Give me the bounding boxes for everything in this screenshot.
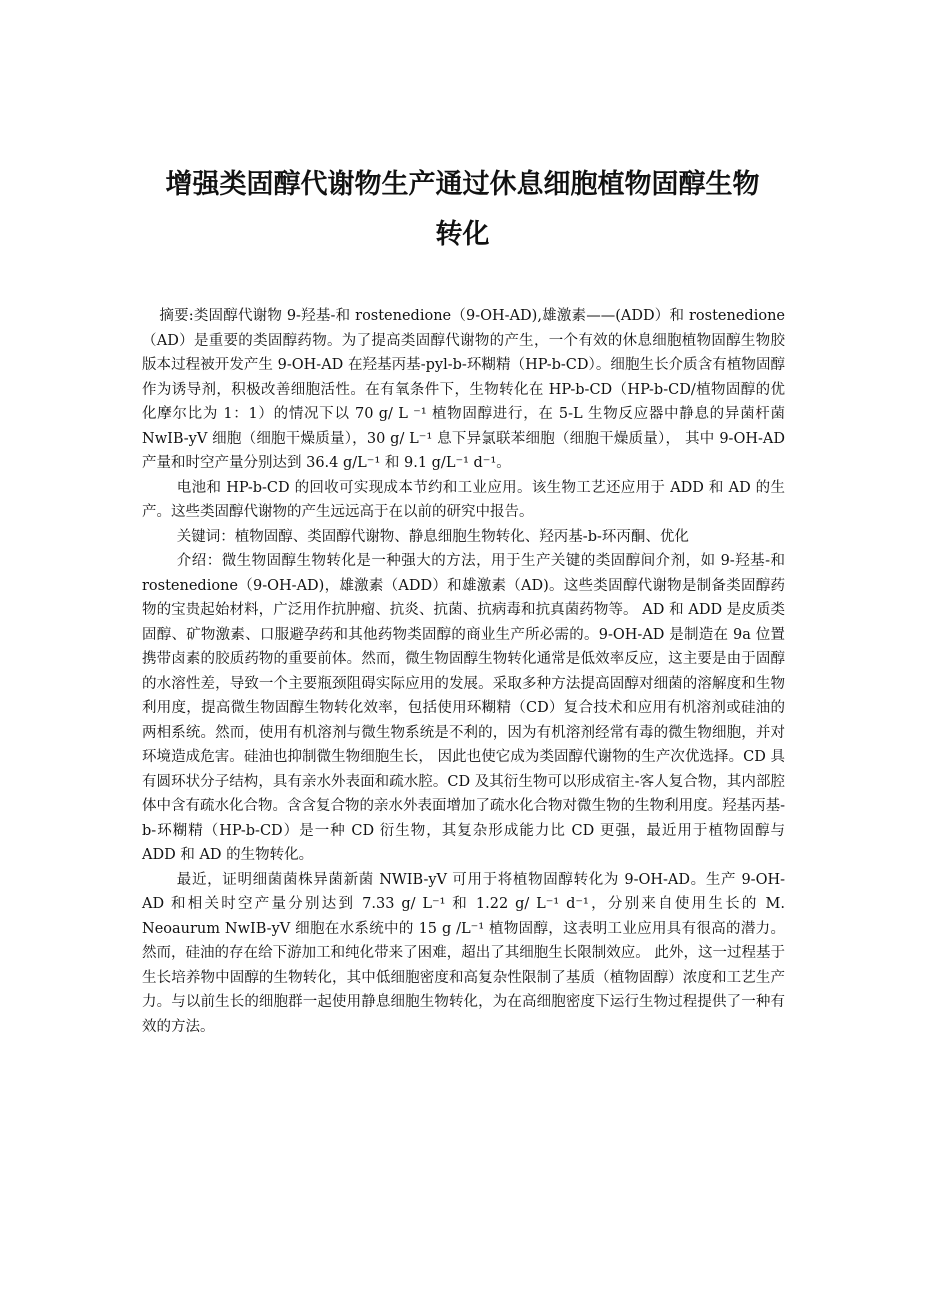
recent-work-paragraph: 最近，证明细菌菌株异菌新菌 NWIB-yV 可用于将植物固醇转化为 9-OH-AD。生产 9-OH-AD 和相关时空产量分别达到 7.33 g/ L⁻¹ 和 1.22 g/ L⁻¹ d⁻¹，分别来自使用生长的 M. Neoaurum NwIB-yV 细胞在水系统中的 15 g /L⁻¹ 植物固醇，这表明工业应用具有很高的潜力。然而，硅油的存在给下游加工和纯化带来了困难，超出了其细胞生长限制效应。 此外，这一过程基于生长培养物中固醇的生物转化，其中低细胞密度和高复杂性限制了基质（植物固醇）浓度和工艺生产力。与以前生长的细胞群一起使用静息细胞生物转化，为在高细胞密度下运行生物过程提供了一种有效的方法。 — [142, 871, 785, 1035]
abstract-paragraph: 摘要:类固醇代谢物 9-羟基-和 rostenedione（9-OH-AD),雄激素——(ADD）和 rostenedione （AD）是重要的类固醇药物。为了提高类固醇代谢物的产生，一个有效的休息细胞植物固醇生物胶版本过程被开发产生 9-OH-AD 在羟基丙基-pyl-b-环糊精（HP-b-CD）。细胞生长介质含有植物固醇作为诱导剂，积极改善细胞活性。在有氧条件下，生物转化在 HP-b-CD（HP-b-CD/植物固醇的优化摩尔比为 1：1）的情况下以 70 g/ L ⁻¹ 植物固醇进行，在 5-L 生物反应器中静息的异菌杆菌 NwIB-yV 细胞（细胞干燥质量），30 g/ L⁻¹ 息下异氯联苯细胞（细胞干燥质量）， 其中 9-OH-AD 产量和时空产量分别达到 36.4 g/L⁻¹ 和 9.1 g/L⁻¹ d⁻¹。 — [142, 308, 785, 471]
keywords-paragraph: 关键词：植物固醇、类固醇代谢物、静息细胞生物转化、羟丙基-b-环丙酮、优化 — [176, 528, 689, 545]
title-line-2: 转化 — [435, 219, 490, 250]
document-title — [140, 160, 785, 260]
introduction-paragraph: 介绍：微生物固醇生物转化是一种强大的方法，用于生产关键的类固醇间介剂，如 9-羟基-和 rostenedione（9-OH-AD)，雄激素（ADD）和雄激素（AD)。这些类固醇代谢物是制备类固醇药物的宝贵起始材料，广泛用作抗肿瘤、抗炎、抗菌、抗病毒和抗真菌药物等。 AD 和 ADD 是皮质类固醇、矿物激素、口服避孕药和其他药物类固醇的商业生产所必需的。9-OH-AD 是制造在 9a 位置携带卤素的胶质药物的重要前体。然而，微生物固醇生物转化通常是低效率反应，这主要是由于固醇的水溶性差，导致一个主要瓶颈阻碍实际应用的发展。采取多种方法提高固醇对细菌的溶解度和生物利用度，提高微生物固醇生物转化效率，包括使用环糊精（CD）复合技术和应用有机溶剂或硅油的两相系统。然而，使用有机溶剂与微生物系统是不利的，因为有机溶剂经常有毒的微生物细胞，并对环境造成危害。硅油也抑制微生物细胞生长， 因此也使它成为类固醇代谢物的生产次优选择。CD 具有圆环状分子结构，具有亲水外表面和疏水腔。CD 及其衍生物可以形成宿主-客人复合物，其内部腔体中含有疏水化合物。含含复合物的亲水外表面增加了疏水化合物对微生物的生物利用度。羟基丙基-b-环糊精（HP-b-CD）是一种 CD 衍生物，其复杂形成能力比 CD 更强，最近用于植物固醇与 ADD 和 AD 的生物转化。 — [142, 553, 785, 863]
document-body — [142, 304, 785, 1039]
title-line-1: 增强类固醇代谢物生产通过休息细胞植物固醇生物 — [165, 169, 760, 200]
abstract-continuation-paragraph: 电池和 HP-b-CD 的回收可实现成本节约和工业应用。该生物工艺还应用于 ADD 和 AD 的生产。这些类固醇代谢物的产生远远高于在以前的研究中报告。 — [142, 479, 785, 520]
